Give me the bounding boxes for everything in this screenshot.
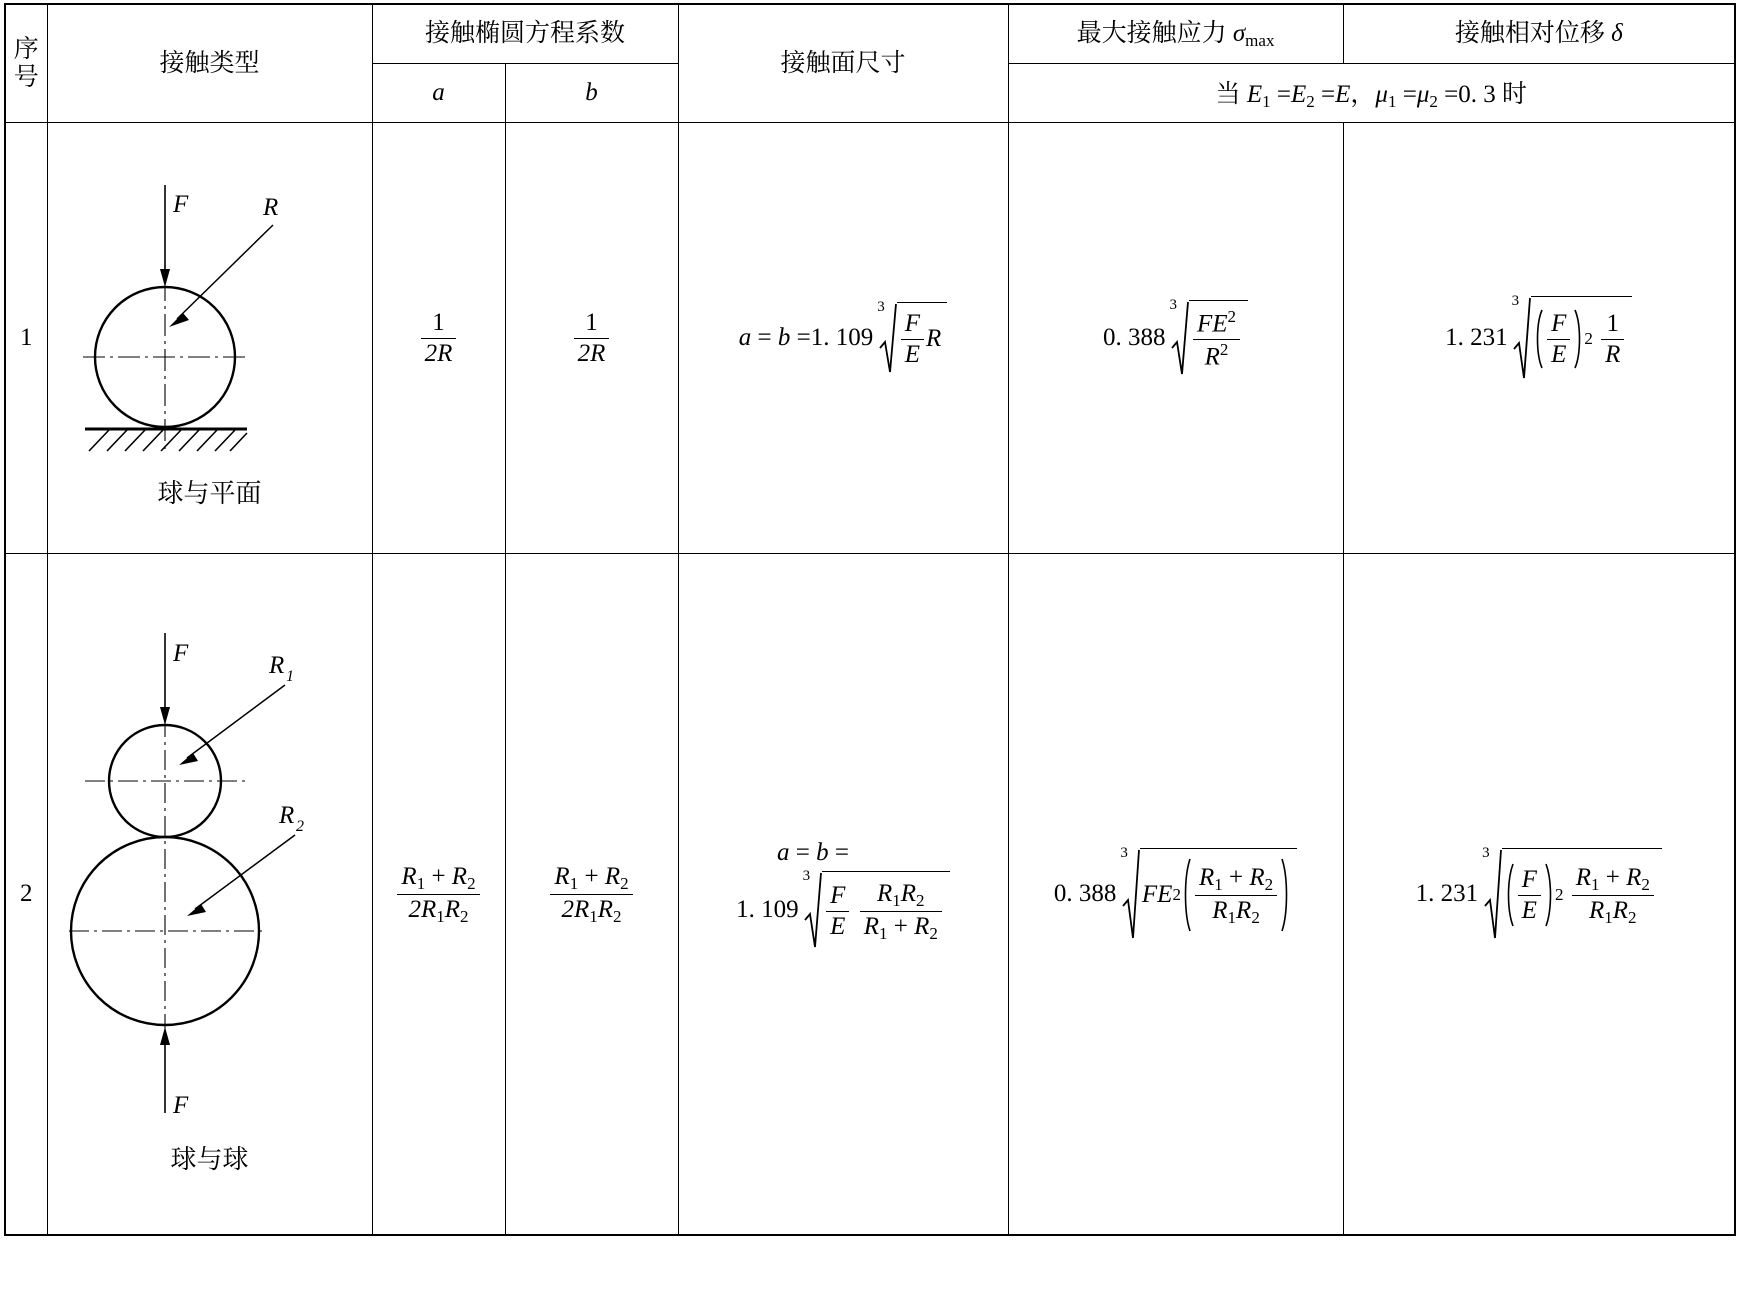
row-2-a-den: $2R_1R_2$ (397, 894, 479, 927)
row-1-size-prefix: a (738, 324, 752, 351)
table-row (5, 123, 1735, 554)
row-1-figure-caption: 球与平面 (157, 478, 262, 508)
row-1-sigma-expr (1009, 297, 1343, 376)
row-1-contact-size (678, 123, 1008, 554)
row-2-sigma-expr (1009, 845, 1343, 940)
header-coef-b: b (505, 64, 678, 123)
row-1-size-fraction: $\frac{F}{E}$ (901, 309, 924, 369)
row-2-b-num: $R_1 + R_2$ (554, 862, 629, 893)
row-2-delta-expr (1344, 845, 1735, 940)
figure-ball-ball-svg (55, 613, 365, 1133)
figure-label-radius: R (262, 193, 278, 221)
row-1-size-radical (877, 299, 947, 374)
row-1-sigma-fraction: $\frac{FE^2}{R^2}$ (1193, 307, 1240, 372)
row-2-b-den: $2R_1R_2$ (550, 894, 632, 927)
row-2-size-fraction-2: $\frac{R_1R_2}{R_1 + R_2}$ (860, 879, 942, 944)
row-2-sigma-lead: FE (1141, 881, 1173, 908)
row-2-sigma (1008, 554, 1343, 1236)
row-2-seq: 2 (5, 554, 47, 1236)
row-2-delta-paren: $\frac{F}{E}$ (1504, 862, 1555, 928)
figure-label-radius-1: R (268, 651, 284, 679)
row-1-delta-paren: $\frac{F}{E}$ (1533, 308, 1584, 370)
header-seq-line1: 序 (13, 36, 39, 63)
row-1-delta (1343, 123, 1735, 554)
table-sheet (0, 3, 1747, 1300)
row-1-delta-tail: $\frac{1}{R}$ (1601, 309, 1624, 369)
row-1-delta-radical: 3 $\frac{F}{E}$ 2 $\frac{1}{R}$ (1512, 296, 1633, 380)
row-2-b-fraction (550, 862, 632, 927)
svg-text:1: 1 (285, 667, 294, 685)
row-1-seq: 1 (5, 123, 47, 554)
row-1-coef-a (372, 123, 505, 554)
figure-ball-plane-svg (65, 167, 355, 467)
figure-ball-ball (48, 613, 372, 1176)
row-1-sigma-coef: 0. 388 (1102, 324, 1166, 351)
row-2-a-fraction (397, 862, 479, 927)
row-1-figure-cell (47, 123, 372, 554)
row-2-contact-size (678, 554, 1008, 1236)
row-1-b-num: 1 (585, 309, 598, 336)
row-1-size-expr: a = b =1. 109 3 $\frac{F}{E}$ R (679, 302, 1008, 374)
header-contact-type: 接触类型 (47, 4, 372, 123)
row-2-coef-a (372, 554, 505, 1236)
row-2-sigma-paren: $\frac{R_1 + R_2}{R_1R_2}$ (1181, 857, 1291, 933)
row-1-size-tail: R (926, 325, 942, 352)
row-1-delta-coef: 1. 231 (1445, 324, 1508, 351)
figure-label-force-bottom: F (172, 1091, 188, 1119)
row-2-figure-cell (47, 554, 372, 1236)
header-max-stress (1008, 4, 1343, 64)
row-2-sigma-coef: 0. 388 (1053, 880, 1117, 907)
table-row (5, 554, 1735, 1236)
figure-label-force-top: F (172, 639, 188, 667)
header-seq (5, 4, 47, 123)
row-1-coef-b (505, 123, 678, 554)
row-1-delta-power: 2 (1584, 329, 1593, 348)
row-1-sigma-radical: 3 $\frac{FE^2}{R^2}$ (1169, 300, 1248, 376)
row-1-b-fraction (574, 308, 610, 368)
figure-label-force: F (172, 190, 188, 218)
header-max-stress-text: 最大接触应力 (1076, 19, 1233, 47)
sigma-symbol: σ (1232, 19, 1246, 47)
header-contact-size: 接触面尺寸 (678, 4, 1008, 123)
row-2-size-prefix: a = b = (777, 839, 849, 866)
row-2-figure-caption: 球与球 (170, 1144, 249, 1174)
row-2-delta-power: 2 (1554, 885, 1564, 904)
header-seq-line2: 号 (13, 63, 39, 91)
row-2-delta-radical: 3 $\frac{F}{E}$ 2 $\frac{R_1 + R_2}{R_1R_2}$ (1482, 848, 1662, 940)
header-relative-displacement-text: 接触相对位移 (1454, 20, 1612, 48)
header-coefficient-group: 接触椭圆方程系数 (372, 4, 678, 64)
row-2-delta-tail: $\frac{R_1 + R_2}{R_1R_2}$ (1572, 863, 1654, 928)
row-1-sigma (1008, 123, 1343, 554)
row-1-a-fraction (421, 308, 457, 368)
svg-text:2: 2 (295, 817, 304, 835)
contact-mechanics-table (4, 3, 1736, 1236)
row-2-coef-b (505, 554, 678, 1236)
delta-symbol: δ (1611, 20, 1623, 48)
row-1-a-den: 2R (421, 338, 457, 369)
row-2-sigma-radical: 3 FE 2 $\frac{R_1 + R_2}{R_1R_2}$ (1120, 848, 1297, 940)
header-coef-a: a (372, 64, 505, 123)
header-condition: 当 $E_1 =E_2 =E$，$\mu_1 =\mu_2 =0$. 3 时 (1008, 64, 1735, 123)
table-header-row-1 (5, 4, 1735, 64)
figure-label-radius-2: R (278, 801, 294, 829)
row-2-size-fraction-1: $\frac{F}{E}$ (826, 881, 849, 941)
row-2-size-radical: 3 $\frac{F}{E}$ $\frac{R_1R_2}{R_1 + R_2}$ (803, 871, 950, 949)
header-relative-displacement (1343, 4, 1735, 64)
row-2-delta (1343, 554, 1735, 1236)
row-1-a-num: 1 (432, 309, 445, 336)
row-2-a-num: $R_1 + R_2$ (401, 862, 476, 893)
row-1-b-den: 2R (574, 338, 610, 369)
row-2-delta-coef: 1. 231 (1415, 880, 1479, 907)
row-2-size-coef: 1. 109 (736, 896, 799, 923)
sigma-subscript: max (1245, 30, 1275, 50)
row-1-size-root-index: 3 (877, 299, 885, 315)
figure-ball-plane (48, 167, 372, 510)
row-2-size-expr (679, 839, 1008, 949)
row-1-delta-expr (1344, 293, 1735, 380)
